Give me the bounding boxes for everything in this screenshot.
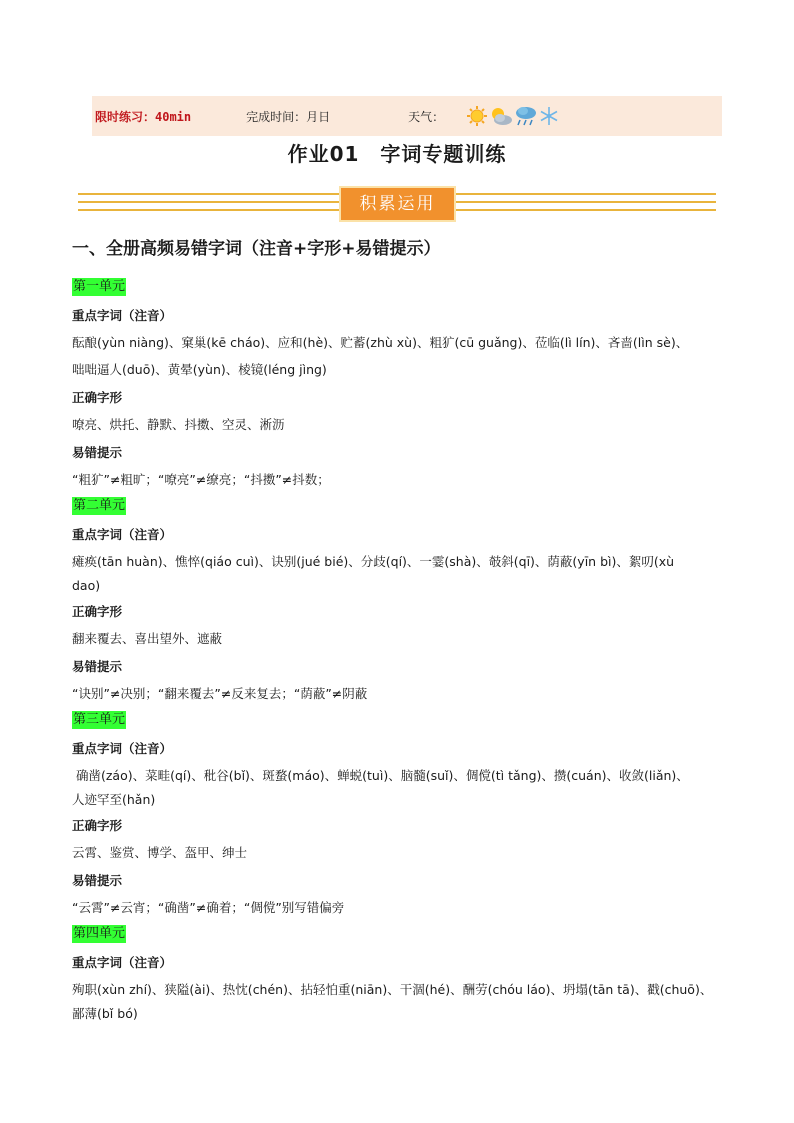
snowflake-icon[interactable]: [539, 106, 559, 126]
finish-time-label: 完成时间：月日: [246, 109, 331, 124]
pinyin-line: 酝酿(yùn niàng)、窠巢(kē cháo)、应和(hè)、贮蓄(zhù xù)、粗犷(cū guǎng)、莅临(lì lín)、吝啬(lìn sè)、: [72, 335, 689, 350]
unit-block: [72, 274, 732, 493]
unit-title: 第一单元: [73, 279, 126, 294]
unit-title: 第四单元: [73, 926, 126, 941]
pinyin-label: 重点字词（注音）: [72, 308, 173, 323]
tips-label: 易错提示: [72, 873, 123, 888]
time-limit-label: 限时练习：40min: [95, 109, 192, 124]
forms-line: 翻来覆去、喜出望外、遮蔽: [72, 631, 223, 646]
pinyin-line: 鄙薄(bǐ bó): [72, 1006, 138, 1021]
pinyin-line: 人迹罕至(hǎn): [72, 792, 156, 807]
partly-cloudy-icon[interactable]: [489, 105, 513, 127]
pinyin-label: 重点字词（注音）: [72, 955, 173, 970]
tips-line: “诀别”≠决别；“翻来覆去”≠反来复去；“荫蔽”≠阴蔽: [72, 686, 368, 701]
practice-info-bar: [92, 96, 722, 136]
tips-label: 易错提示: [72, 445, 123, 460]
banner-label: 积累运用: [339, 186, 456, 222]
forms-label: 正确字形: [72, 604, 123, 619]
forms-line: 云霄、鉴赏、博学、盔甲、绅士: [72, 845, 248, 860]
unit-title: 第二单元: [73, 498, 126, 513]
tips-line: “云霄”≠云宵；“确凿”≠确着；“倜傥”别写错偏旁: [72, 900, 345, 915]
pinyin-line: 确凿(záo)、菜畦(qí)、秕谷(bǐ)、斑蝥(máo)、蝉蜕(tuì)、脑髓(suǐ)、倜傥(tì tǎng)、攒(cuán)、收敛(liǎn)、: [72, 768, 689, 783]
pinyin-line: 咄咄逼人(duō)、黄晕(yùn)、棱镜(léng jìng): [72, 362, 327, 377]
forms-label: 正确字形: [72, 390, 123, 405]
forms-label: 正确字形: [72, 818, 123, 833]
section-heading: 一、全册高频易错字词（注音+字形+易错提示）: [72, 239, 441, 259]
unit-block: [72, 707, 732, 921]
tips-line: “粗犷”≠粗旷；“嘹亮”≠缭亮；“抖擞”≠抖数；: [72, 472, 330, 487]
pinyin-line: 瘫痪(tān huàn)、憔悴(qiáo cuì)、诀别(jué bié)、分歧(qí)、一霎(shà)、攲斜(qī)、荫蔽(yīn bì)、絮叨(xù: [72, 554, 675, 569]
unit-block: [72, 493, 732, 707]
weather-label: 天气：: [408, 109, 445, 124]
unit-block: [72, 921, 732, 1025]
tips-label: 易错提示: [72, 659, 123, 674]
content-body: [72, 230, 732, 1025]
pinyin-line: 殉职(xùn zhí)、狭隘(ài)、热忱(chén)、拈轻怕重(niān)、干涸(hé)、酬劳(chóu láo)、坍塌(tān tā)、戳(chuō)、: [72, 982, 713, 997]
unit-title: 第三单元: [73, 712, 126, 727]
section-banner: [78, 186, 716, 222]
weather-icons: [466, 105, 559, 127]
pinyin-label: 重点字词（注音）: [72, 527, 173, 542]
sun-icon[interactable]: [466, 105, 488, 127]
pinyin-line: dao): [72, 578, 101, 593]
page-title: 作业01 字词专题训练: [287, 142, 507, 166]
rain-icon[interactable]: [514, 105, 538, 127]
pinyin-label: 重点字词（注音）: [72, 741, 173, 756]
forms-line: 嘹亮、烘托、静默、抖擞、空灵、淅沥: [72, 417, 285, 432]
